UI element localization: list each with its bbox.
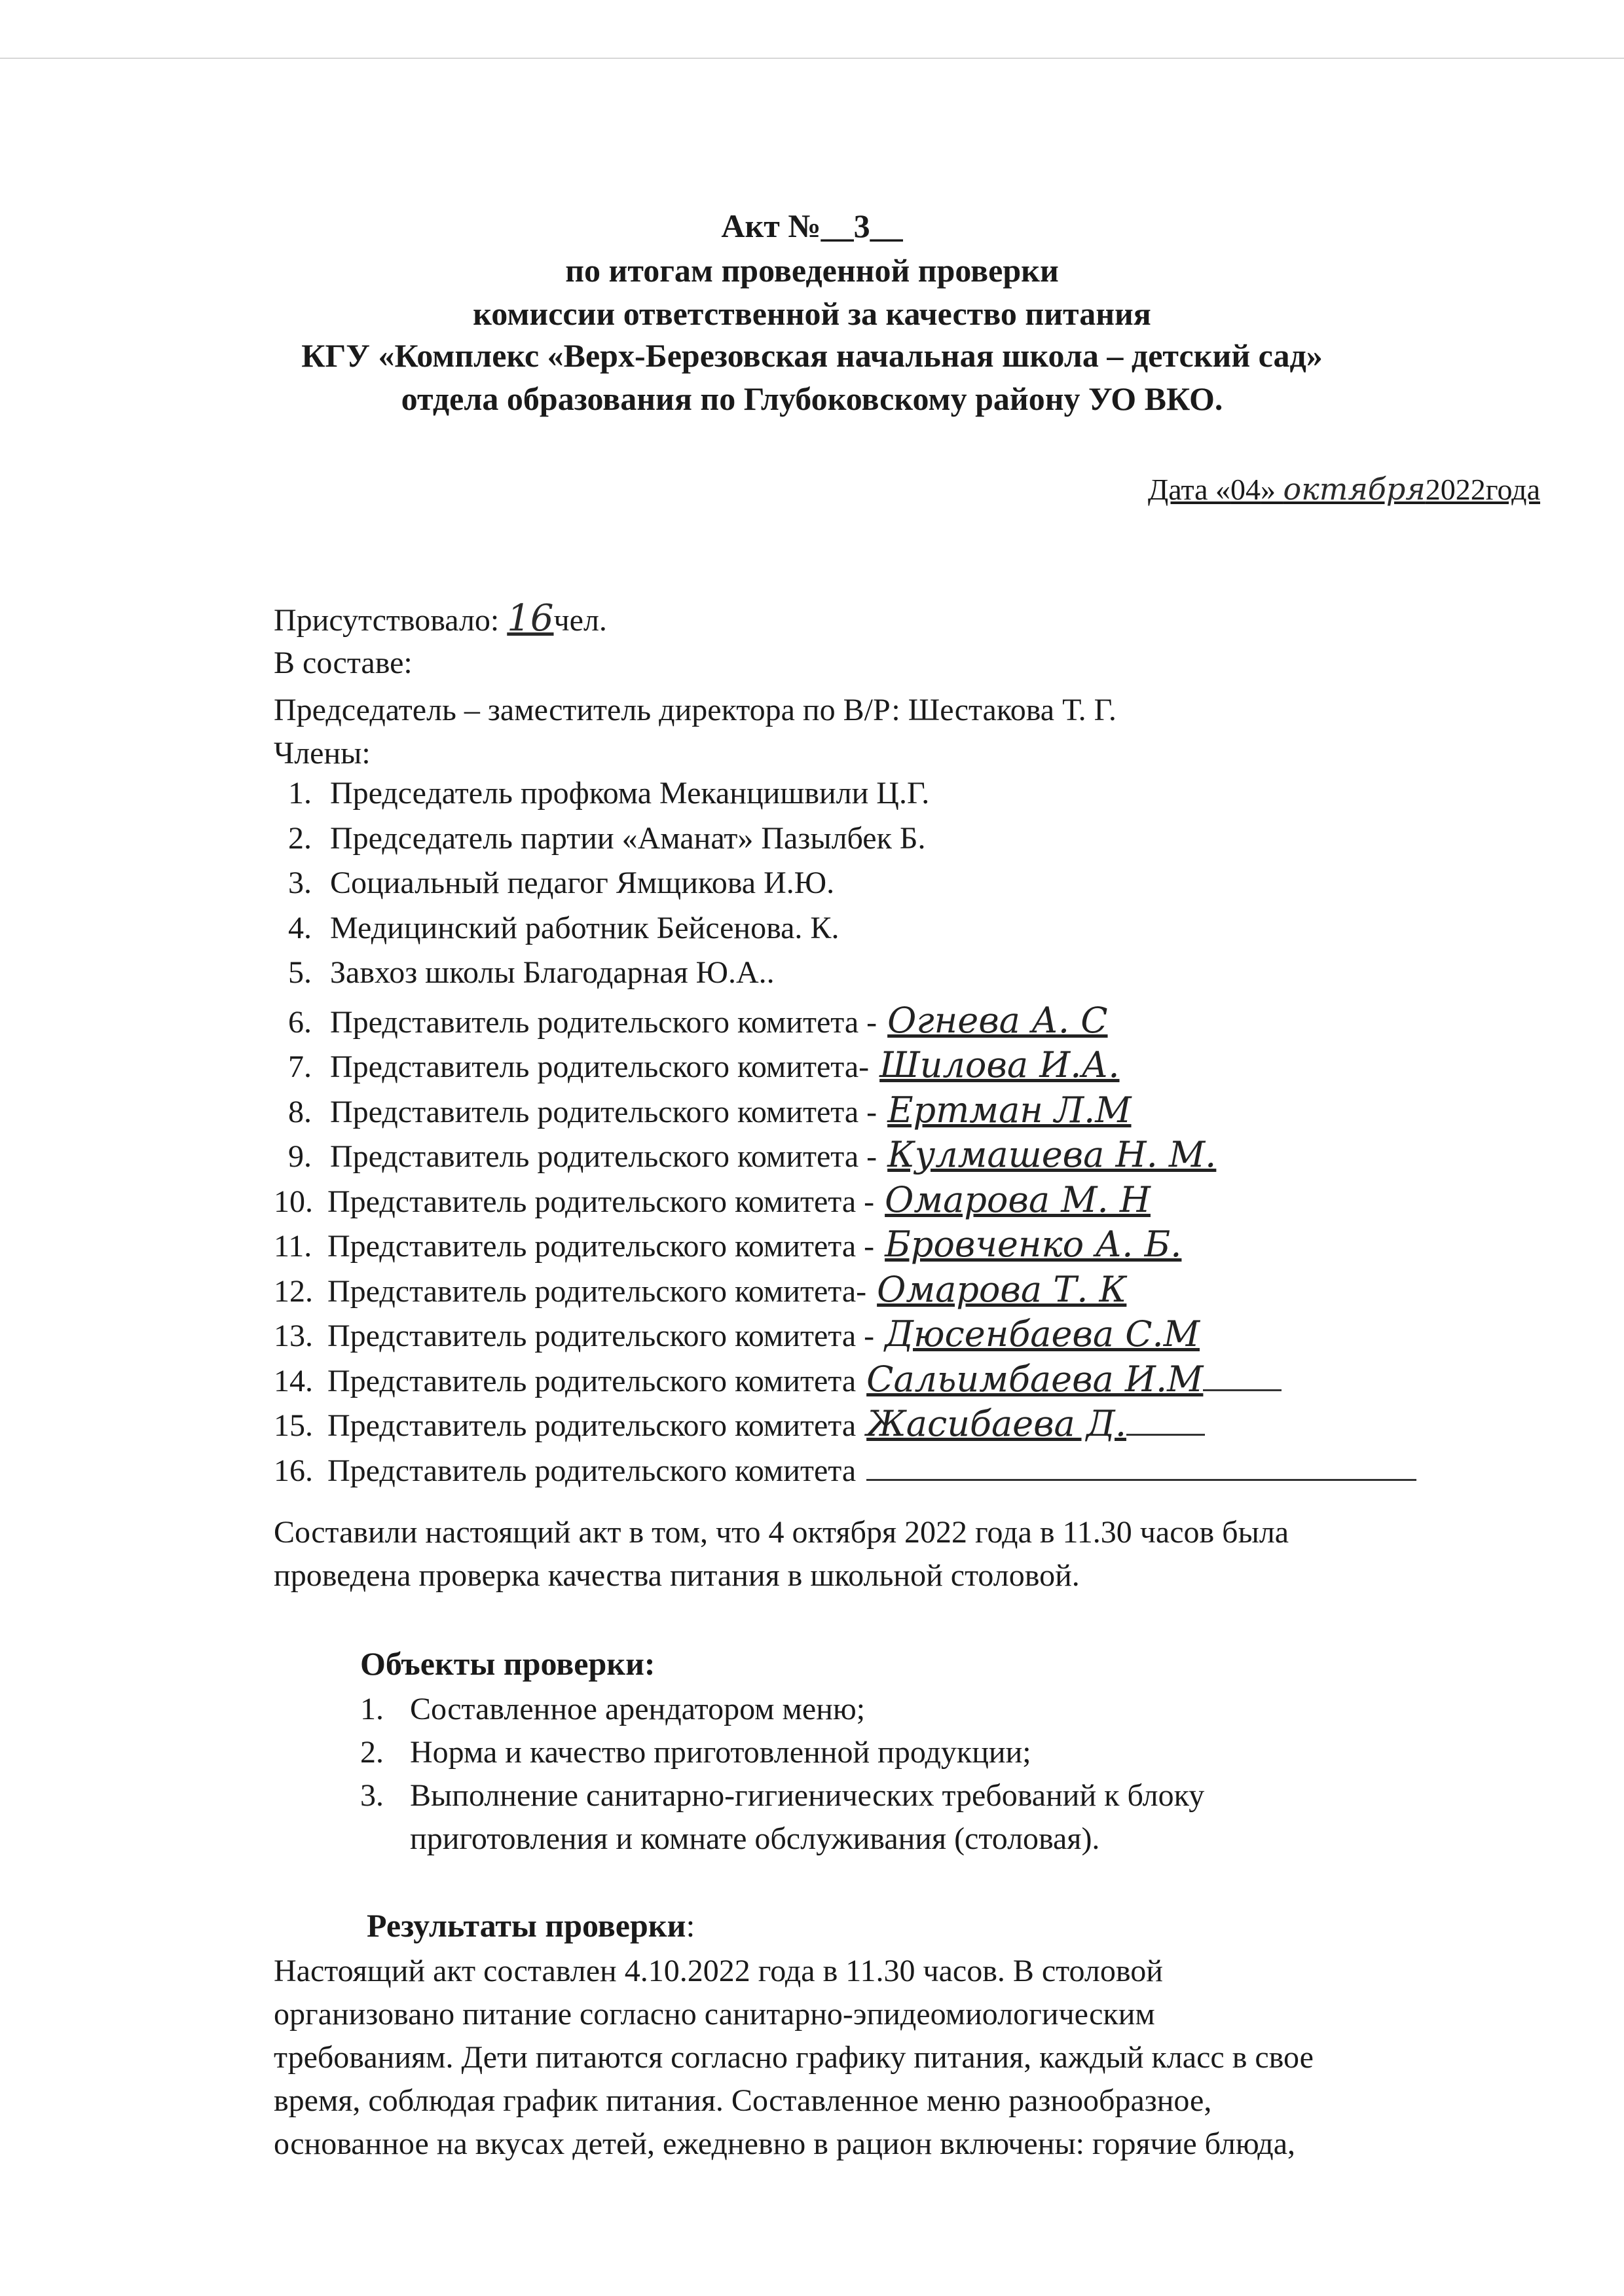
composition-label: В составе: [274,646,413,680]
member-row [288,955,775,991]
member-text: Представитель родительского комитета - [327,1184,875,1219]
member-signature: Сальимбаева И.М [866,1358,1204,1400]
attendance-count-handwritten: 16 [507,597,554,640]
member-row [288,865,834,901]
date-day: 04 [1230,473,1261,506]
members-label: Члены: [274,736,371,771]
member-number: 14. [274,1364,313,1398]
member-number: 1. [288,776,312,811]
member-number: 15. [274,1408,313,1443]
member-signature: Бровченко А. Б. [885,1224,1182,1265]
member-text: Завхоз школы Благодарная Ю.А.. [330,955,775,990]
objects-list [360,1688,1204,1861]
member-row [274,1403,1205,1444]
member-row [274,1224,1181,1265]
chair-line: Председатель – заместитель директора по В/Р: Шестакова Т. Г. [274,693,1116,727]
results-paragraph: Настоящий акт составлен 4.10.2022 года в 11.30 часов. В столовой организовано питание согласно санитарно-эпидеомиологическим требованиям. Дети питаются согласно графику питания, каждый класс в свое время, соблюдая график питания. Составленное меню разнообразное, основанное на вкусах детей, ежедневно в рацион включены: горячие блюда, [274,1954,1314,2161]
member-row [274,1448,1416,1489]
signature-blank-line [866,1453,1416,1481]
member-number: 10. [274,1184,313,1219]
member-signature: Огнева А. С [887,1000,1108,1041]
member-text: Представитель родительского комитета - [327,1229,875,1264]
member-row [288,1134,1216,1175]
member-row [288,1000,1108,1041]
member-row [288,1089,1132,1131]
member-row [288,820,926,856]
signature-blank-line [1126,1408,1205,1436]
member-text: Представитель родительского комитета [327,1453,857,1488]
member-text: Представитель родительского комитета- [327,1274,867,1309]
member-number: 4. [288,911,312,945]
list-item: 2. Норма и качество приготовленной продукции; [360,1735,1031,1770]
member-text: Представитель родительского комитета [327,1364,857,1398]
date-month-handwritten: октября [1283,471,1426,507]
list-item: 1. Составленное арендатором меню; [360,1692,866,1726]
member-number: 3. [288,866,312,900]
member-number: 6. [288,1005,312,1040]
member-text: Представитель родительского комитета - [330,1139,877,1174]
member-text: Медицинский работник Бейсенова. К. [330,911,840,945]
member-number: 13. [274,1319,313,1353]
member-row [288,1044,1120,1085]
member-text: Председатель партии «Аманат» Пазылбек Б. [330,821,926,856]
member-number: 16. [274,1453,313,1488]
objects-heading: Объекты проверки: [360,1645,655,1682]
member-number: 7. [288,1049,312,1084]
act-subtitle-4: отдела образования по Глубоковскому району УО ВКО. [401,380,1223,417]
member-signature: Ертман Л.М [887,1089,1132,1131]
member-signature: Кулмашева Н. М. [887,1134,1217,1175]
member-number: 2. [288,821,312,856]
document-date: Дата «04» октября2022года [1147,471,1540,507]
member-number: 9. [288,1139,312,1174]
member-signature: Жасибаева Д. [866,1403,1126,1444]
member-number: 8. [288,1095,312,1129]
act-subtitle-1: по итогам проведенной проверки [565,252,1059,289]
act-subtitle-3: КГУ «Комплекс «Верх-Березовская начальная школа – детский сад» [301,337,1323,374]
member-signature: Шилова И.А. [879,1044,1120,1085]
attendance-line: Присутствовало: 16чел. [274,597,607,640]
list-item: 3. Выполнение санитарно-гигиенических требований к блоку [360,1778,1205,1813]
act-subtitle-2: комиссии ответственной за качество питания [473,295,1151,332]
member-signature: Омарова М. Н [885,1179,1151,1220]
member-text: Представитель родительского комитета - [330,1005,877,1040]
member-text: Председатель профкома Меканцишвили Ц.Г. [330,776,930,811]
member-row [274,1358,1282,1400]
member-text: Социальный педагог Ямщикова И.Ю. [330,866,835,900]
results-heading: Результаты проверки: [367,1907,695,1944]
member-signature: Омарова Т. К [877,1269,1127,1310]
statement-paragraph: Составили настоящий акт в том, что 4 октября 2022 года в 11.30 часов была проведена проверка качества питания в школьной столовой. [274,1515,1289,1593]
member-text: Представитель родительского комитета - [330,1095,877,1129]
member-number: 11. [274,1229,312,1264]
member-row [288,910,839,946]
list-item-continuation: приготовления и комнате обслуживания (столовая). [410,1821,1100,1856]
scan-edge-line [0,58,1624,59]
member-row [274,1313,1200,1355]
member-text: Представитель родительского комитета- [330,1049,870,1084]
member-text: Представитель родительского комитета - [327,1319,875,1353]
member-text: Представитель родительского комитета [327,1408,857,1443]
member-number: 12. [274,1274,313,1309]
act-title: Акт №__3__ [721,208,903,244]
member-row [274,1179,1151,1220]
member-row [288,775,929,811]
member-number: 5. [288,955,312,990]
signature-blank-line [1203,1363,1282,1391]
member-row [274,1269,1126,1310]
member-signature: Дюсенбаева С.М [885,1313,1200,1355]
